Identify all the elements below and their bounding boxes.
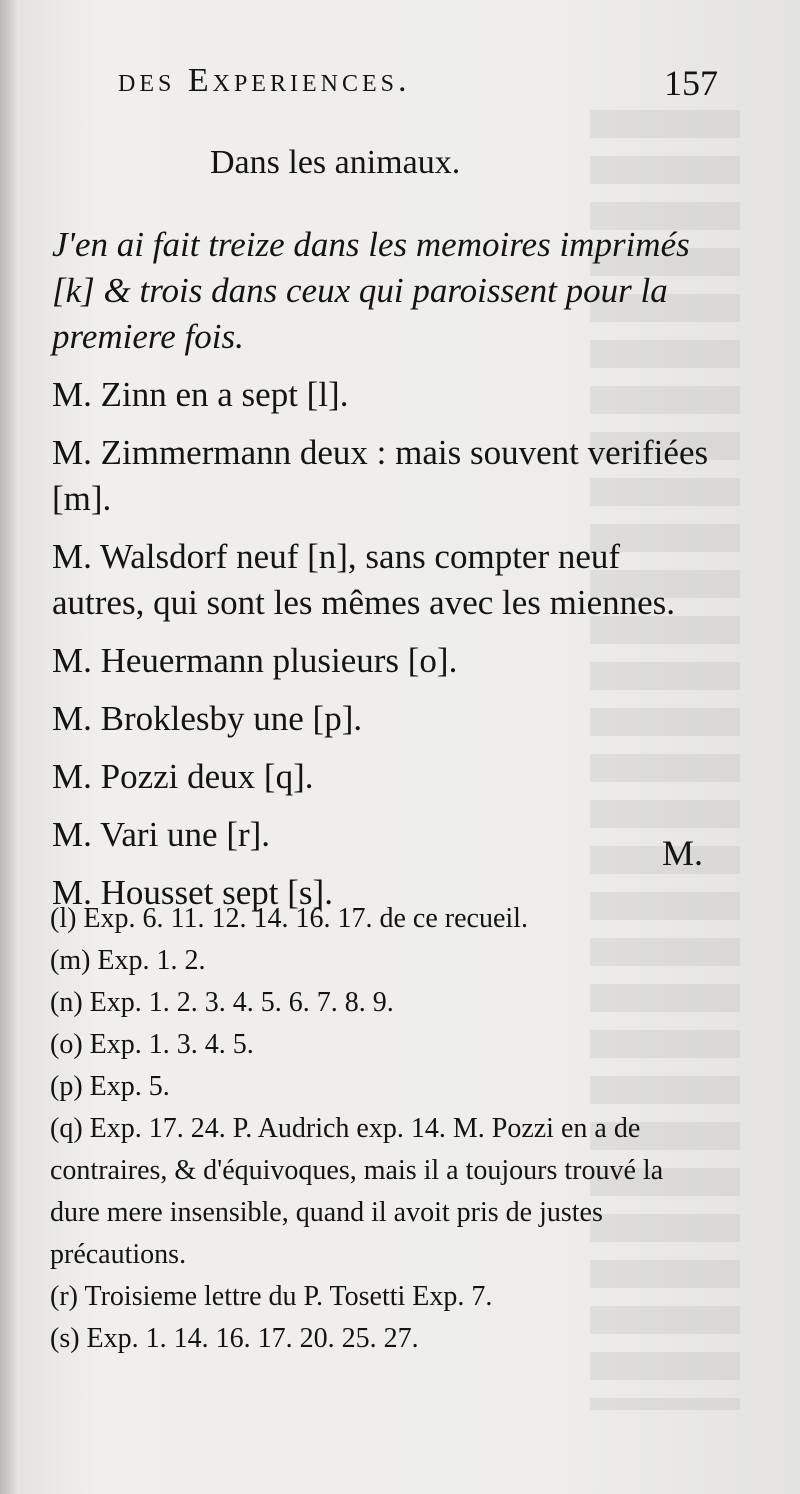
page-number: 157 [664, 63, 718, 103]
footnotes [50, 898, 715, 1360]
paragraph: M. Walsdorf neuf [n], sans compter neuf autres, qui sont les mêmes avec les miennes. [52, 537, 676, 622]
footnote: (m) Exp. 1. 2. [50, 945, 206, 976]
footnote: (s) Exp. 1. 14. 16. 17. 20. 25. 27. [50, 1323, 419, 1354]
running-head: des Experiences. [118, 62, 411, 99]
footnote: (l) Exp. 6. 11. 12. 14. 16. 17. de ce recueil. [50, 903, 528, 934]
paragraph: M. Zimmermann deux : mais souvent verifiées [m]. [52, 433, 709, 518]
footnote: (q) Exp. 17. 24. P. Audrich exp. 14. M. Pozzi en a de contraires, & d'équivoques, mais il a toujours trouvé la dure mere insensible, quand il avoit pris de justes précautions. [50, 1113, 664, 1270]
main-text [52, 222, 717, 928]
footnote: (o) Exp. 1. 3. 4. 5. [50, 1029, 254, 1060]
paragraph: M. Heuermann plusieurs [o]. [52, 641, 458, 680]
paragraph: M. Pozzi deux [q]. [52, 757, 314, 796]
footnote: (r) Troisieme lettre du P. Tosetti Exp. 7. [50, 1281, 493, 1312]
footnote: (n) Exp. 1. 2. 3. 4. 5. 6. 7. 8. 9. [50, 987, 394, 1018]
paragraph: M. Zinn en a sept [l]. [52, 375, 349, 414]
paragraph: M. Broklesby une [p]. [52, 699, 363, 738]
page-edge-shadow [0, 0, 18, 1494]
footnote: (p) Exp. 5. [50, 1071, 170, 1102]
paragraph: M. Housset sept [s]. [52, 873, 333, 912]
page-header [118, 62, 718, 112]
paragraph: M. Vari une [r]. [52, 815, 271, 854]
catchword: M. [662, 833, 704, 873]
paragraph: J'en ai fait treize dans les memoires imprimés [k] & trois dans ceux qui paroissent pour la premiere fois. [52, 225, 690, 356]
section-title: Dans les animaux. [210, 144, 461, 181]
